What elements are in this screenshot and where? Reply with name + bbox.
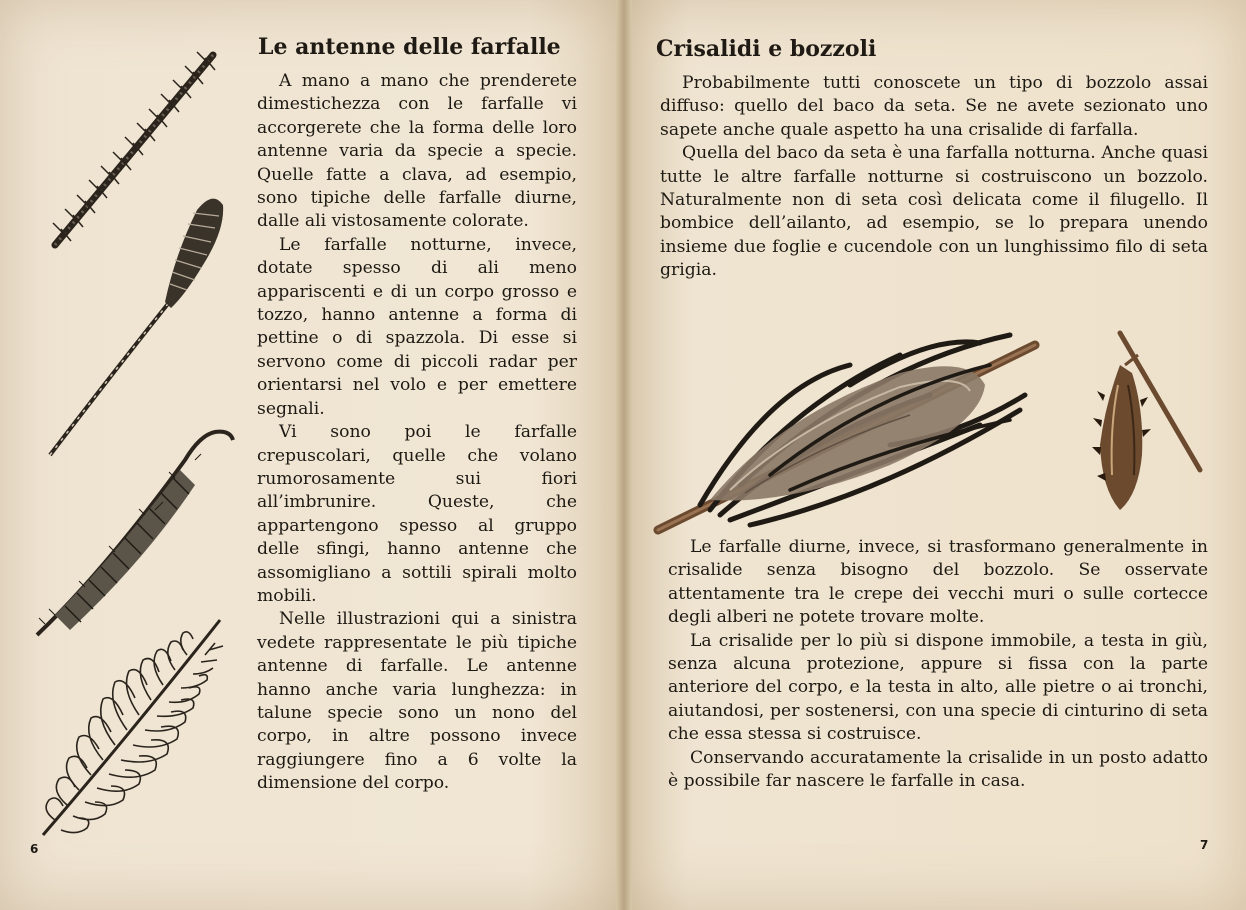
silk-cocoon-on-twig <box>658 335 1035 530</box>
right-paragraph-1: Probabilmente tutti conoscete un tipo di bozzolo assai diffuso: quello del baco da seta. Se ne avete sezionato uno sapete anche quale aspetto ha una crisalide di farfalla. <box>660 73 1208 140</box>
right-page-text-top <box>660 72 1208 283</box>
right-paragraph-4: La crisalide per lo più si dispone immobile, a testa in giù, senza alcuna protezione, appure si fissa con la parte anteriore del corpo, e la testa in alto, alle pietre o ai tronchi, aiutandosi, per sostenersi, con una specie di cinturino di seta che essa stessa si costruisce. <box>668 630 1208 745</box>
beaded-antenna-illustration <box>53 52 215 245</box>
right-paragraph-5: Conservando accuratamente la crisalide in un posto adatto è possibile far nascere le farfalle in casa. <box>668 747 1208 792</box>
book-gutter <box>616 0 632 910</box>
feathered-antenna-illustration <box>43 620 223 835</box>
antennae-illustration <box>25 40 235 850</box>
page-number-left: 6 <box>30 842 39 856</box>
left-paragraph-4: Nelle illustrazioni qui a sinistra vedete rappresentate le più tipiche antenne di farfalle. Le antenne hanno anche varia lunghezza: in talune specie sono un nono del corpo, in altre possono invece raggiungere fino a 6 volte la dimensione del corpo. <box>257 609 577 794</box>
hanging-chrysalis <box>1092 333 1200 510</box>
spiral-antenna-illustration <box>37 432 233 635</box>
right-page-text-bottom <box>668 536 1208 793</box>
right-paragraph-2: Quella del baco da seta è una farfalla notturna. Anche quasi tutte le altre farfalle notturne si costruiscono un bozzolo. Naturalmente non di seta così delicata come il filugello. Il bombice dell’ailanto, ad esempio, se lo prepara unendo insieme due foglie e cucendole con un lunghissimo filo di seta grigia. <box>660 143 1208 281</box>
left-page-title: Le antenne delle farfalle <box>258 34 561 60</box>
left-paragraph-1: A mano a mano che prenderete dimestichezza con le farfalle vi accorgerete che la forma delle loro antenne varia da specie a specie. Quelle fatte a clava, ad esempio, sono tipiche delle farfalle diurne, dalle ali vistosamente colorate. <box>257 71 577 232</box>
cocoon-illustration <box>650 325 1210 540</box>
right-paragraph-3: Le farfalle diurne, invece, si trasformano generalmente in crisalide senza bisogno del bozzolo. Se osservate attentamente tra le crepe dei vecchi muri o sulle cortecce degli alberi ne potete trovare molte. <box>668 537 1208 628</box>
left-paragraph-3: Vi sono poi le farfalle crepuscolari, quelle che volano rumorosamente sui fiori all’imbrunire. Queste, che appartengono spesso al gruppo delle sfingi, hanno antenne che assomigliano a sottili spirali molto mobili. <box>257 422 577 606</box>
left-page-text <box>257 70 577 796</box>
clubbed-antenna-illustration <box>50 199 223 455</box>
right-page-title: Crisalidi e bozzoli <box>656 36 877 62</box>
page-number-right: 7 <box>1200 838 1209 852</box>
left-paragraph-2: Le farfalle notturne, invece, dotate spesso di ali meno appariscenti e di un corpo grosso e tozzo, hanno antenne a forma di pettine o di spazzola. Di esse si servono come di piccoli radar per orientarsi nel volo e per emettere segnali. <box>257 234 577 419</box>
